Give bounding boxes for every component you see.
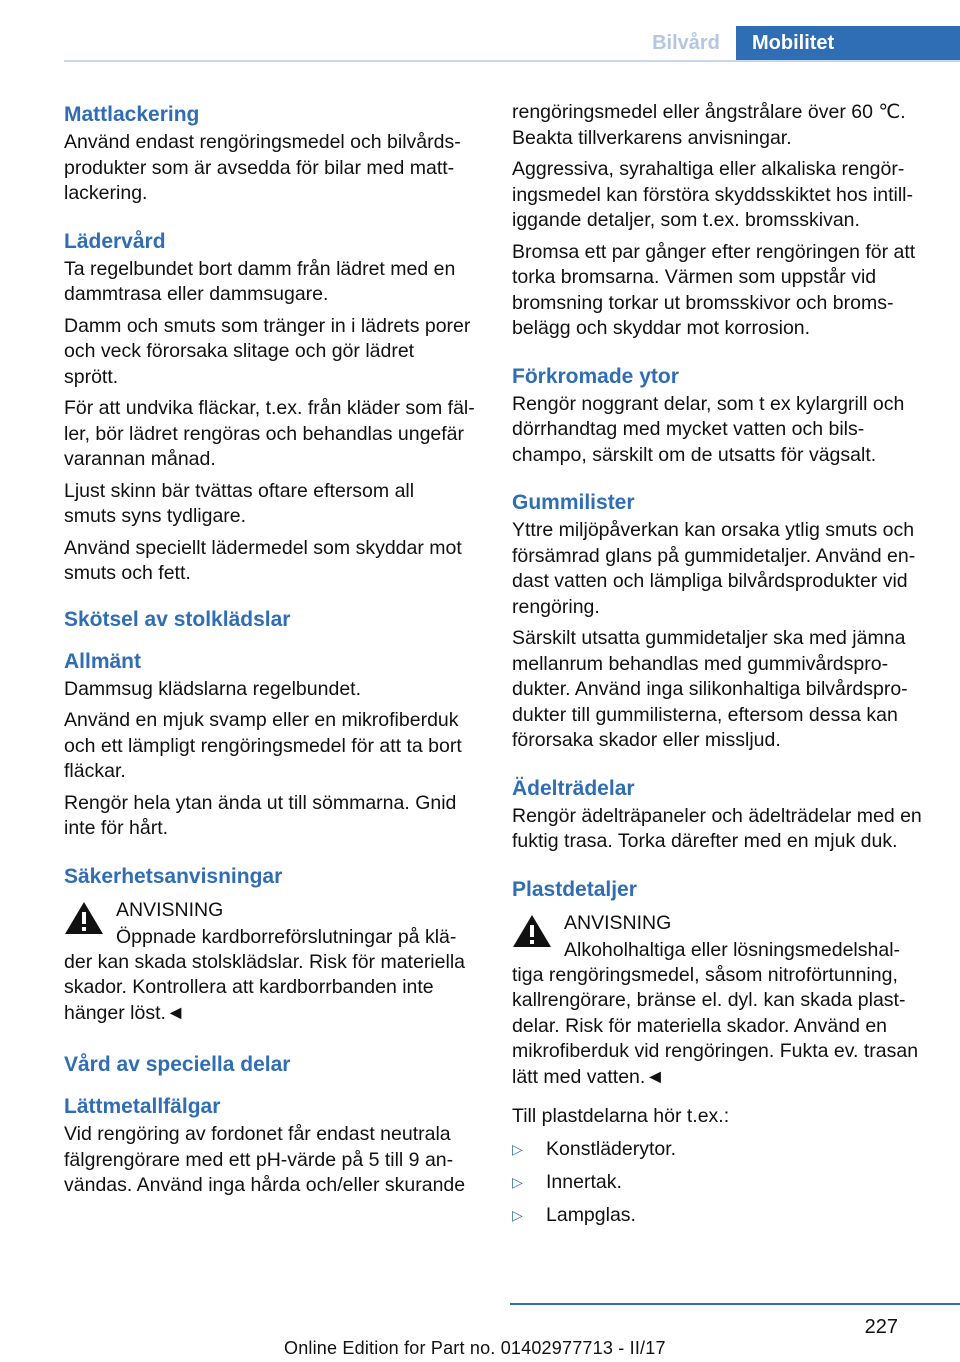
footer-divider (510, 1303, 960, 1305)
text-line: försämrad glans på gummidetaljer. Använd en- (512, 544, 916, 567)
text-line: förorsaka skador eller missljud. (512, 729, 781, 751)
paragraph-allmant-3 (64, 791, 480, 842)
text-line: Vid rengöring av fordonet får endast neutrala (64, 1123, 451, 1145)
warning-triangle-icon (512, 913, 552, 949)
heading-gummilister: Gummilister (512, 491, 635, 514)
text-line: lackering. (64, 182, 148, 204)
text-line: och veck förorsaka slitage och gör lädret (64, 340, 415, 362)
text-line: För att undvika fläckar, t.ex. från kläder som fäl- (64, 397, 475, 419)
text-line: Beakta tillverkarens anvisningar. (512, 126, 792, 149)
text-line: Bromsa ett par gånger efter rengöringen för att (512, 240, 916, 263)
paragraph-lader-5 (64, 536, 480, 587)
paragraph-allmant-2 (64, 708, 480, 785)
plastic-parts-list (512, 1136, 930, 1228)
text-line: Använd en mjuk svamp eller en mikrofiberduk (64, 709, 459, 731)
heading-lattmetallfalgar: Lättmetallfälgar (64, 1095, 221, 1118)
paragraph-lader-4 (64, 479, 480, 530)
text-line: Rengör noggrant delar, som t ex kylargrill och (512, 392, 905, 415)
text-line: ler, bör lädret rengöras och behandlas ungefär (64, 422, 465, 445)
text-line: sprött. (64, 365, 119, 388)
triangle-bullet-icon: ▷ (512, 1206, 523, 1223)
text-line: delar. Risk för materiella skador. Använd en (512, 1014, 888, 1037)
text-line: dukter. Använd inga silikonhaltiga bilvårdspro- (512, 678, 908, 700)
tab-bilvard[interactable]: Bilvård (652, 32, 720, 54)
paragraph-forkromade (512, 392, 930, 469)
paragraph-gummi-2 (512, 626, 930, 754)
heading-ladervard: Lädervård (64, 229, 166, 253)
text-line: Ta regelbundet bort damm från lädret med en (64, 257, 456, 280)
paragraph-lattmetall (64, 1122, 480, 1199)
text-line: Dammsug klädslarna regelbundet. (64, 677, 361, 700)
list-item (512, 1169, 930, 1195)
text-line: Använd speciellt lädermedel som skyddar mot (64, 536, 462, 559)
heading-mattlackering: Mattlackering (64, 103, 200, 126)
text-line: mellanrum behandlas med gummivårdspro- (512, 652, 889, 675)
text-line: inte för hårt. (64, 817, 169, 839)
text-line: kallrengörare, bränse el. dyl. kan skada plast- (512, 989, 906, 1011)
page-number: 227 (864, 1316, 898, 1338)
list-item-text: Innertak. (546, 1170, 622, 1193)
text-line: fuktig trasa. Torka därefter med en mjuk duk. (512, 830, 898, 852)
warning-triangle-icon (64, 900, 104, 936)
heading-forkromade-ytor: Förkromade ytor (512, 364, 679, 388)
text-line: iggande detaljer, som t.ex. bromsskivan. (512, 209, 860, 231)
text-line: belägg och skyddar mot korrosion. (512, 317, 811, 339)
paragraph-lader-3 (64, 396, 480, 473)
text-line: bromsning torkar ut bromsskivor och broms- (512, 291, 894, 314)
header-divider (64, 60, 960, 62)
text-line: skador. Kontrollera att kardborrbanden inte (64, 976, 434, 998)
heading-vard-speciella-delar: Vård av speciella delar (64, 1053, 291, 1076)
heading-adeltradelar: Ädelträdelar (512, 776, 635, 800)
warning-block-stol (64, 896, 480, 1027)
list-intro: Till plastdelarna hör t.ex.: (512, 1105, 730, 1127)
text-line: champo, särskilt om de utsatts för vägsalt. (512, 443, 877, 466)
triangle-bullet-icon: ▷ (512, 1173, 523, 1190)
text-line: Rengör hela ytan ända ut till sömmarna. Gnid (64, 791, 457, 814)
text-line: hänger löst.◄ (64, 1001, 186, 1024)
paragraph-lattmetall-cont (512, 100, 930, 151)
paragraph-gummi-1 (512, 518, 930, 620)
text-line: Alkoholhaltiga eller lösningsmedelshal- (564, 938, 901, 961)
text-line: dammtrasa eller dammsugare. (64, 283, 329, 305)
text-line: Aggressiva, syrahaltiga eller alkaliska rengör- (512, 158, 905, 180)
paragraph-adeltra (512, 804, 930, 855)
paragraph-lader-2 (64, 314, 480, 391)
text-line: dukter till gummilisterna, eftersom dessa kan (512, 703, 898, 726)
text-line: lätt med vatten.◄ (512, 1065, 665, 1088)
text-line: Använd endast rengöringsmedel och bilvårds- (64, 131, 461, 153)
text-line: dörrhandtag med mycket vatten och bils- (512, 418, 865, 440)
warning-label: ANVISNING (564, 911, 672, 934)
text-line: fälgrengörare med ett pH-värde på 5 till 9 an- (64, 1148, 454, 1171)
text-line: dast vatten och lämpliga bilvårdsprodukter vid (512, 570, 908, 592)
warning-label: ANVISNING (116, 898, 224, 921)
text-line: tiga rengöringsmedel, såsom nitroförtunning, (512, 963, 898, 986)
text-line: der kan skada stolsklädslar. Risk för materiella (64, 950, 465, 973)
text-line: fläckar. (64, 760, 126, 782)
paragraph-allmant-1 (64, 677, 480, 703)
text-line: ingsmedel kan förstöra skyddsskiktet hos intill- (512, 183, 913, 206)
paragraph-aggressiva (512, 157, 930, 234)
paragraph-bromsa (512, 240, 930, 342)
list-item-text: Konstläderytor. (546, 1137, 677, 1160)
heading-stolkladslar: Skötsel av stolklädslar (64, 607, 291, 631)
text-line: Öppnade kardborreförslutningar på klä- (116, 925, 457, 948)
tab-mobilitet[interactable]: Mobilitet (736, 26, 960, 62)
heading-allmant: Allmänt (64, 649, 142, 673)
text-line: varannan månad. (64, 448, 216, 470)
text-line: rengöring. (512, 595, 600, 618)
heading-plastdetaljer: Plastdetaljer (512, 877, 637, 901)
paragraph-lader-1 (64, 257, 480, 308)
paragraph-mattlackering (64, 130, 480, 207)
text-line: rengöringsmedel eller ångstrålare över 60 ℃. (512, 101, 906, 123)
text-line: och ett lämpligt rengöringsmedel för att ta bort (64, 734, 462, 757)
text-line: Särskilt utsatta gummidetaljer ska med jämna (512, 627, 906, 649)
text-line: produkter som är avsedda för bilar med matt- (64, 156, 455, 179)
right-column (512, 100, 930, 1235)
heading-sakerhetsanvisningar: Säkerhetsanvisningar (64, 864, 283, 888)
text-line: smuts syns tydligare. (64, 505, 247, 527)
warning-block-plast (512, 909, 930, 1091)
left-column (64, 100, 480, 1205)
text-line: Yttre miljöpåverkan kan orsaka ytlig smuts och (512, 519, 915, 541)
list-item (512, 1136, 930, 1162)
text-line: Damm och smuts som tränger in i lädrets porer (64, 314, 471, 337)
list-item-text: Lampglas. (546, 1203, 636, 1226)
text-line: vändas. Använd inga hårda och/eller skurande (64, 1174, 466, 1196)
list-item (512, 1202, 930, 1228)
triangle-bullet-icon: ▷ (512, 1140, 523, 1157)
text-line: torka bromsarna. Värmen som uppstår vid (512, 266, 877, 288)
text-line: Rengör ädelträpaneler och ädelträdelar med en (512, 804, 922, 827)
edition-line: Online Edition for Part no. 01402977713 - II/17 (284, 1338, 666, 1358)
text-line: smuts och fett. (64, 562, 191, 584)
text-line: Ljust skinn bär tvättas oftare eftersom all (64, 479, 415, 502)
text-line: mikrofiberduk vid rengöringen. Fukta ev. trasan (512, 1040, 919, 1062)
